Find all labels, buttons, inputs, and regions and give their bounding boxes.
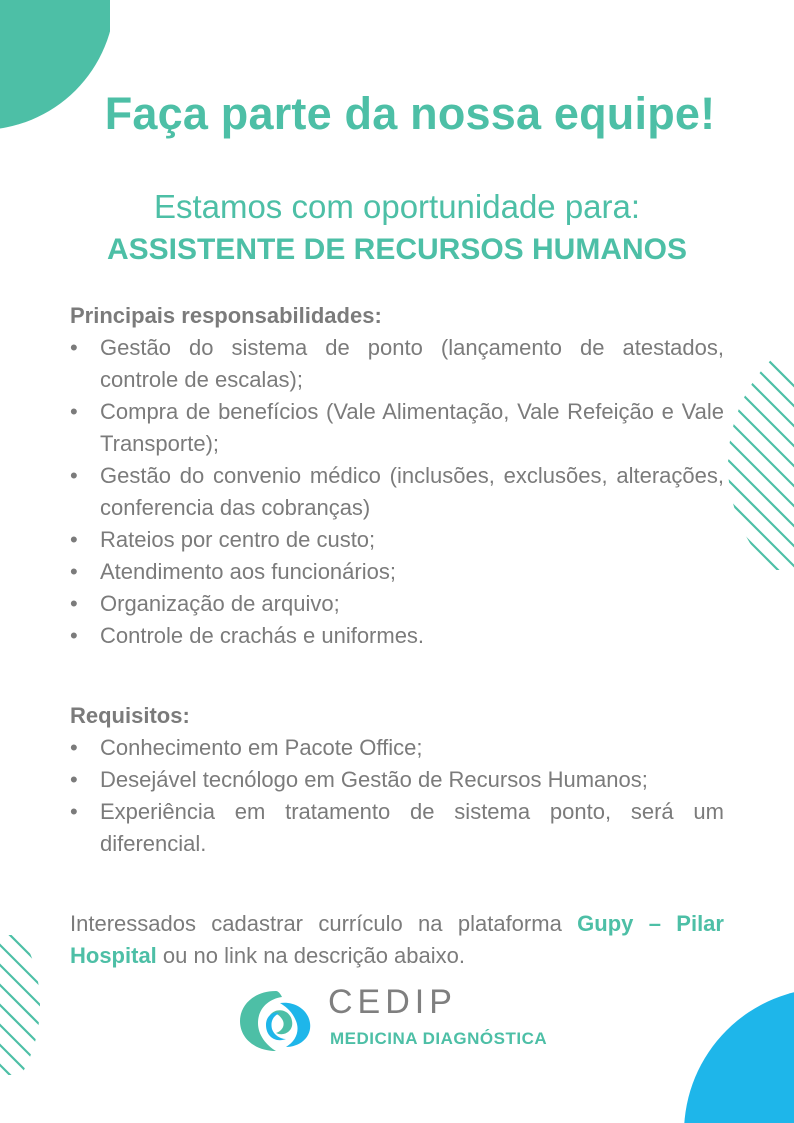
job-description bbox=[70, 300, 724, 972]
application-instructions: Interessados cadastrar currículo na plataforma Gupy – Pilar Hospital ou no link na descrição abaixo. bbox=[70, 911, 724, 968]
left-stripes-decoration bbox=[0, 935, 46, 1075]
bottom-right-circle-decoration bbox=[684, 983, 794, 1123]
logo-tagline: MEDICINA DIAGNÓSTICA bbox=[330, 1029, 548, 1048]
list-item: • Experiência em tratamento de sistema ponto, será um diferencial. bbox=[70, 796, 724, 860]
requirements-list bbox=[70, 732, 724, 860]
bullet-icon: • bbox=[70, 335, 78, 360]
cedip-logo bbox=[236, 985, 576, 1065]
responsibilities-heading: Principais responsabilidades: bbox=[70, 303, 382, 328]
list-item: • Atendimento aos funcionários; bbox=[70, 556, 724, 588]
list-item: • Rateios por centro de custo; bbox=[70, 524, 724, 556]
bullet-icon: • bbox=[70, 591, 78, 616]
platform-link[interactable]: Gupy – Pilar Hospital bbox=[70, 911, 724, 968]
bullet-icon: • bbox=[70, 399, 78, 424]
cedip-swirl-icon bbox=[236, 985, 316, 1055]
right-stripes-decoration bbox=[728, 360, 794, 570]
bullet-icon: • bbox=[70, 623, 78, 648]
responsibilities-list bbox=[70, 332, 724, 652]
list-item: • Desejável tecnólogo em Gestão de Recursos Humanos; bbox=[70, 764, 724, 796]
bullet-icon: • bbox=[70, 527, 78, 552]
bullet-icon: • bbox=[70, 735, 78, 760]
list-item: • Compra de benefícios (Vale Alimentação, Vale Refeição e Vale Transporte); bbox=[70, 396, 724, 460]
logo-name: CEDIP bbox=[328, 983, 457, 1021]
page-headline: Faça parte da nossa equipe! bbox=[104, 88, 716, 139]
bullet-icon: • bbox=[70, 463, 78, 488]
job-role-title: ASSISTENTE DE RECURSOS HUMANOS bbox=[106, 233, 688, 266]
list-item: • Controle de crachás e uniformes. bbox=[70, 620, 724, 652]
bullet-icon: • bbox=[70, 799, 78, 824]
opportunity-subtitle: Estamos com oportunidade para: bbox=[153, 188, 641, 225]
list-item: • Gestão do convenio médico (inclusões, exclusões, alterações, conferencia das cobranças) bbox=[70, 460, 724, 524]
bullet-icon: • bbox=[70, 559, 78, 584]
list-item: • Gestão do sistema de ponto (lançamento de atestados, controle de escalas); bbox=[70, 332, 724, 396]
list-item: • Conhecimento em Pacote Office; bbox=[70, 732, 724, 764]
list-item: • Organização de arquivo; bbox=[70, 588, 724, 620]
requirements-heading: Requisitos: bbox=[70, 703, 190, 728]
bullet-icon: • bbox=[70, 767, 78, 792]
